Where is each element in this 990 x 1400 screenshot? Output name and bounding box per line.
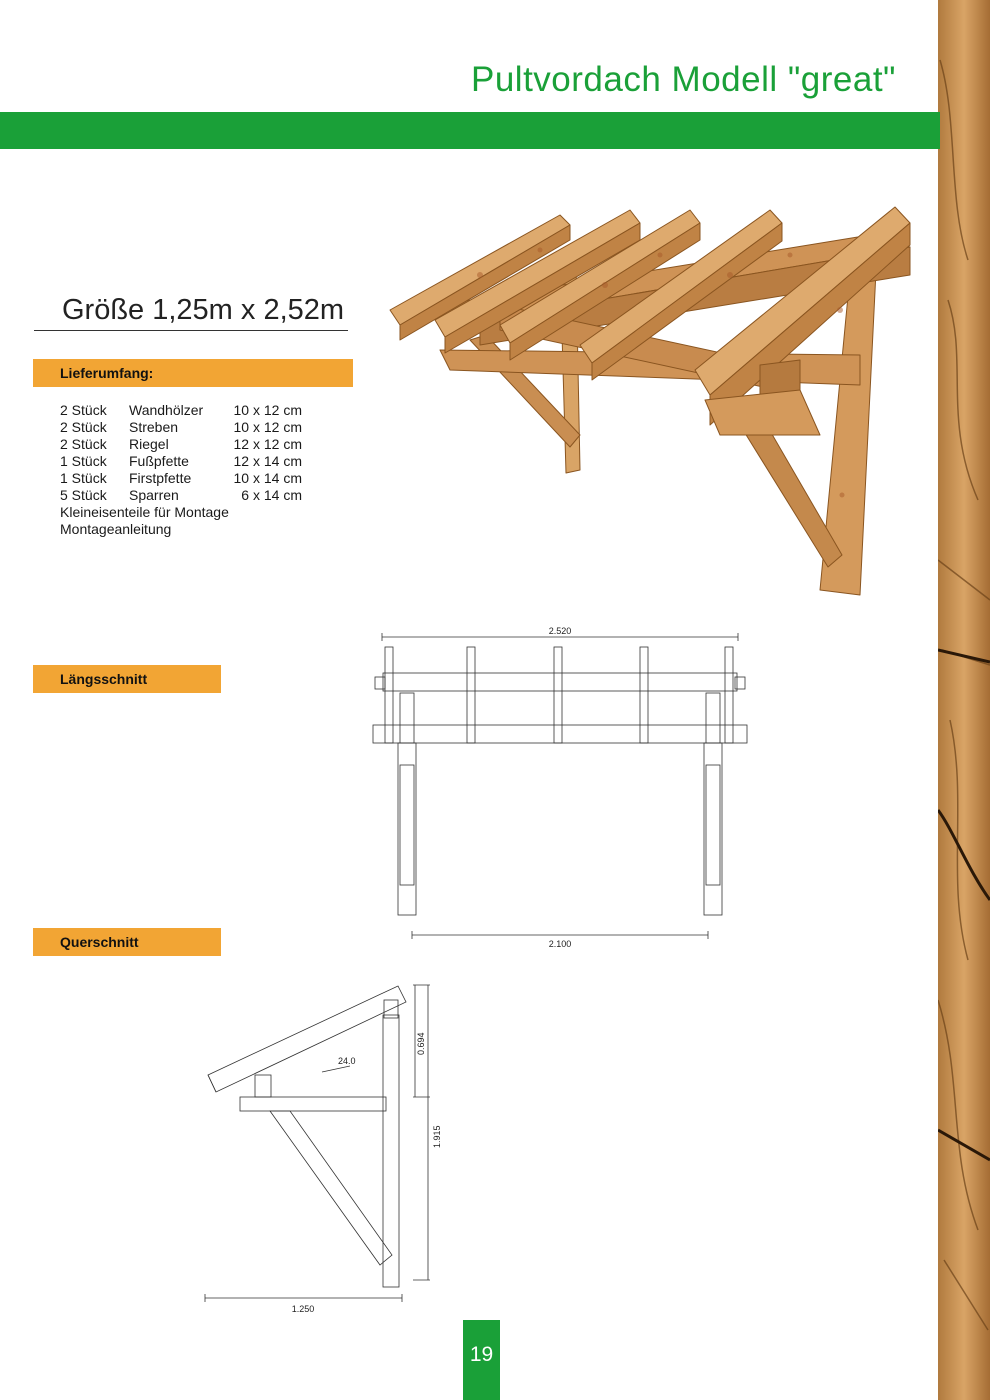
querschnitt-drawing <box>200 980 460 1315</box>
dim-angle: 24.0 <box>338 1056 356 1066</box>
part-dim: 6 x 14 cm <box>241 487 302 503</box>
dim-depth: 1.250 <box>291 1304 315 1314</box>
extra-item: Kleineisenteile für Montage <box>60 504 229 520</box>
part-row <box>60 470 320 487</box>
section-laengsschnitt: Längsschnitt <box>33 665 221 693</box>
part-row <box>60 453 320 470</box>
part-qty: 5 Stück <box>60 487 107 503</box>
page-number: 19 <box>463 1320 500 1400</box>
laengsschnitt-drawing <box>370 625 750 955</box>
part-name: Riegel <box>129 436 169 452</box>
dim-height-upper: 0.694 <box>416 1032 426 1055</box>
part-qty: 1 Stück <box>60 453 107 469</box>
dim-height-total: 1.915 <box>432 1125 442 1148</box>
part-dim: 10 x 12 cm <box>233 419 302 435</box>
size-heading: Größe 1,25m x 2,52m <box>62 294 345 326</box>
dim-width-top: 2.520 <box>548 626 572 636</box>
part-qty: 1 Stück <box>60 470 107 486</box>
size-underline <box>34 330 348 331</box>
part-dim: 12 x 14 cm <box>233 453 302 469</box>
part-dim: 12 x 12 cm <box>233 436 302 452</box>
product-render <box>380 195 920 605</box>
header-band <box>0 112 940 149</box>
part-row <box>60 402 320 419</box>
part-name: Sparren <box>129 487 179 503</box>
part-name: Streben <box>129 419 179 435</box>
page-title: Pultvordach Modell "great" <box>470 60 896 99</box>
parts-list <box>60 402 320 538</box>
part-name: Wandhölzer <box>129 402 204 418</box>
part-name: Fußpfette <box>129 453 189 469</box>
dim-width-bottom: 2.100 <box>548 939 572 949</box>
part-row <box>60 487 320 504</box>
part-dim: 10 x 14 cm <box>233 470 302 486</box>
section-lieferumfang: Lieferumfang: <box>33 359 353 387</box>
extra-item: Montageanleitung <box>60 521 172 537</box>
part-name: Firstpfette <box>129 470 192 486</box>
wood-texture-strip <box>938 0 990 1400</box>
part-row <box>60 419 320 436</box>
part-qty: 2 Stück <box>60 402 107 418</box>
part-row <box>60 436 320 453</box>
part-qty: 2 Stück <box>60 436 107 452</box>
section-querschnitt: Querschnitt <box>33 928 221 956</box>
part-dim: 10 x 12 cm <box>233 402 302 418</box>
part-qty: 2 Stück <box>60 419 107 435</box>
